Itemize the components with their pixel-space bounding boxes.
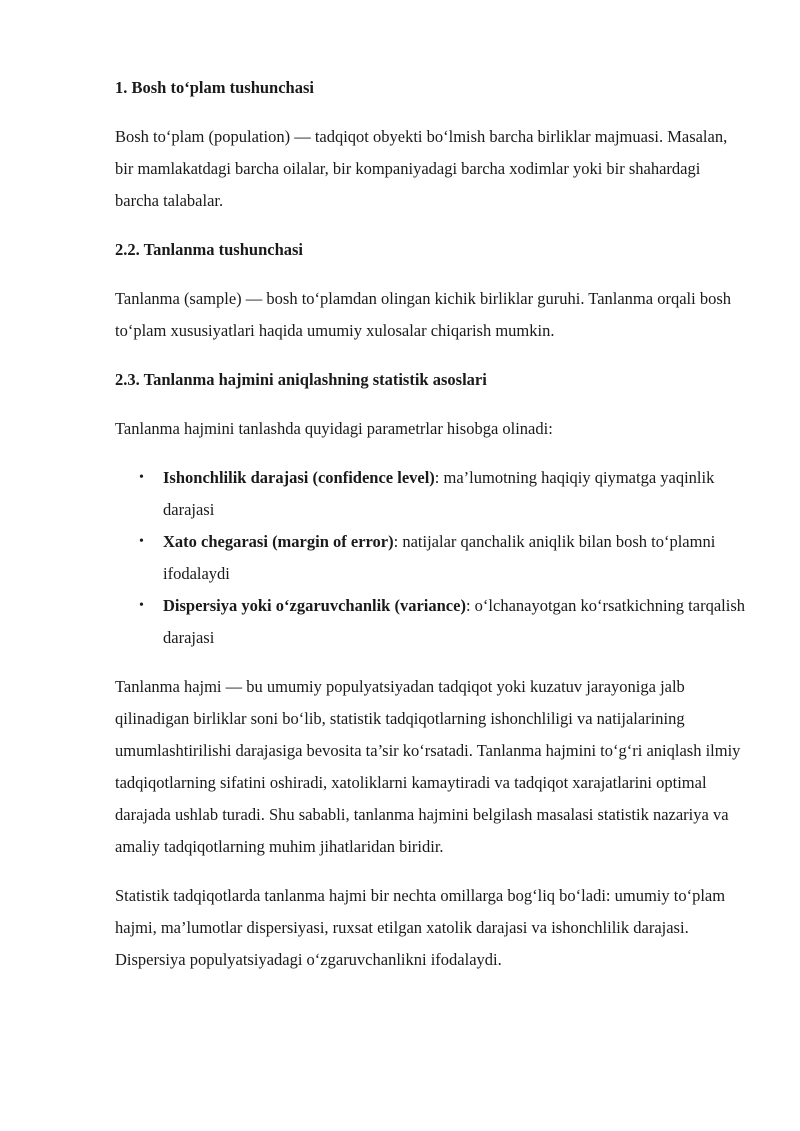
section-1-text: Bosh to‘plam (population) — tadqiqot obyekti bo‘lmish barcha birliklar majmuasi. Masalan, bir mamlakatdagi barcha oilalar, bir kompaniyadagi barcha xodimlar yoki bir shahardagi barcha talabalar.: [115, 127, 728, 210]
bullet-icon: •: [139, 470, 144, 485]
list-item-term: Xato chegarasi (margin of error): [163, 532, 394, 551]
parameter-list: [115, 462, 745, 654]
body-paragraph: Statistik tadqiqotlarda tanlanma hajmi bir nechta omillarga bog‘liq bo‘ladi: umumiy to‘plam hajmi, ma’lumotlar dispersiyasi, ruxsat etilgan xatolik darajasi va ishonchlilik darajasi. Dispersiya populyatsiyadagi o‘zgaruvchanlikni ifodalaydi.: [115, 886, 726, 969]
section-3-intro: Tanlanma hajmini tanlashda quyidagi parametrlar hisobga olinadi:: [115, 419, 553, 438]
list-item: [115, 526, 745, 590]
section-3-heading: 2.3. Tanlanma hajmini aniqlashning statistik asoslari: [115, 370, 487, 389]
section-1-heading: 1. Bosh to‘plam tushunchasi: [115, 78, 314, 97]
list-item-description: : o‘lchanayotgan ko‘rsatkichning tarqalish darajasi: [163, 596, 745, 647]
list-item-description: : natijalar qanchalik aniqlik bilan bosh to‘plamni ifodalaydi: [163, 532, 716, 583]
document-page: [115, 72, 745, 976]
body-paragraph: Tanlanma hajmi — bu umumiy populyatsiyadan tadqiqot yoki kuzatuv jarayoniga jalb qilinadigan birliklar soni bo‘lib, statistik tadqiqotlarning ishonchliligi va natijalarining umumlashtirilishi darajasiga bevosita ta’sir ko‘rsatadi. Tanlanma hajmini to‘g‘ri aniqlash ilmiy tadqiqotlarning sifatini oshiradi, xatoliklarni kamaytiradi va tadqiqot xarajatlarini optimal darajada ushlab turadi. Shu sababli, tanlanma hajmini belgilash masalasi statistik nazariya va amaliy tadqiqotlarning muhim jihatlaridan biridir.: [115, 677, 741, 856]
section-2-heading: 2.2. Tanlanma tushunchasi: [115, 240, 304, 259]
list-item: [115, 462, 745, 526]
list-item: [115, 590, 745, 654]
section-2-text: Tanlanma (sample) — bosh to‘plamdan olingan kichik birliklar guruhi. Tanlanma orqali bosh to‘plam xususiyatlari haqida umumiy xulosalar chiqarish mumkin.: [115, 289, 731, 340]
list-item-term: Dispersiya yoki o‘zgaruvchanlik (variance): [163, 596, 466, 615]
list-item-description: : ma’lumotning haqiqiy qiymatga yaqinlik darajasi: [163, 468, 715, 519]
list-item-term: Ishonchlilik darajasi (confidence level): [163, 468, 435, 487]
bullet-icon: •: [139, 598, 144, 613]
bullet-icon: •: [139, 534, 144, 549]
